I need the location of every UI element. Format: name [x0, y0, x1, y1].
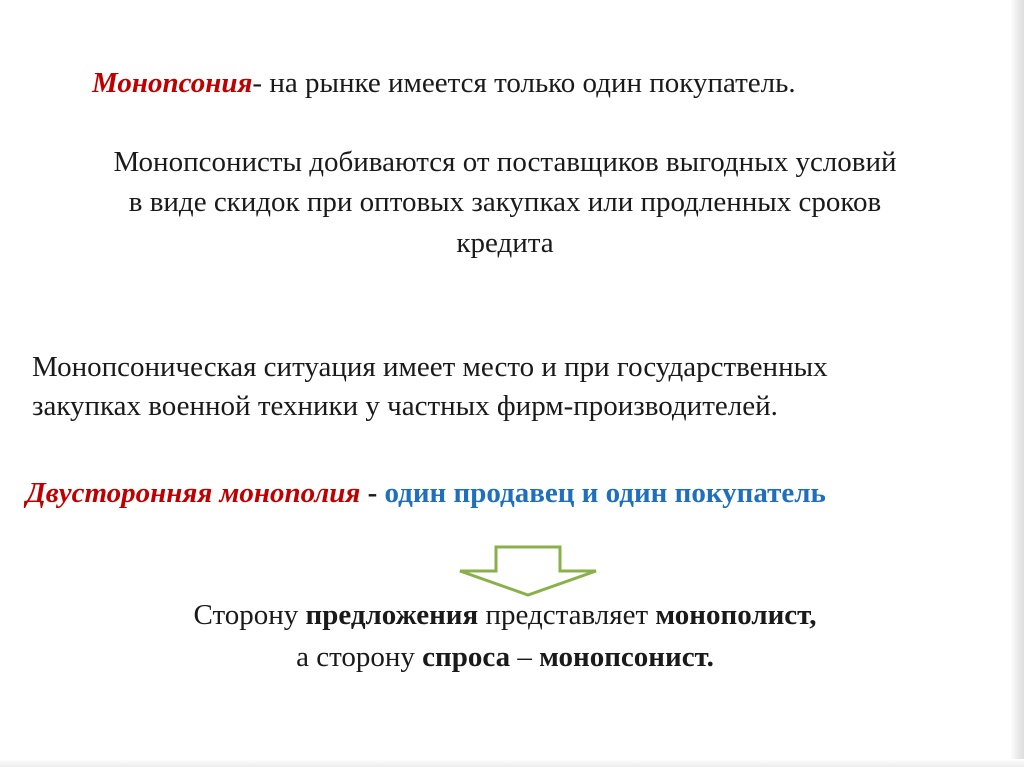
conclusion-text: представляет — [478, 599, 656, 631]
conclusion-line-2 — [0, 640, 1010, 674]
slide-bottom-shadow — [0, 759, 1024, 767]
monopsonists-line-1: Монопсонисты добиваются от поставщиков выгодных условий — [113, 146, 897, 178]
monopsony-term: Монопсония — [92, 67, 253, 99]
monopsonists-line-2: в виде скидок при оптовых закупках или продленных сроков — [128, 186, 882, 218]
monopsonist-term: монопсонист. — [539, 641, 714, 673]
conclusion-line-1 — [0, 598, 1010, 632]
monopolist-term: монополист, — [655, 599, 817, 631]
monopsony-definition — [92, 66, 796, 100]
down-arrow-outline-icon — [456, 545, 600, 597]
situation-line-1: Монопсоническая ситуация имеет место и при государственных — [32, 351, 828, 383]
bilateral-monopoly-desc: один продавец и один покупатель — [384, 477, 826, 509]
conclusion-text: Сторону — [193, 599, 306, 631]
monopsonists-line-3: кредита — [456, 227, 554, 259]
bilateral-monopoly — [26, 476, 826, 510]
conclusion-text: – — [510, 641, 540, 673]
demand-term: спроса — [422, 641, 511, 673]
supply-term: предложения — [305, 599, 479, 631]
conclusion-text: а сторону — [296, 641, 423, 673]
situation-line-2: закупках военной техники у частных фирм-производителей. — [32, 390, 778, 422]
slide-right-shadow — [1010, 0, 1024, 767]
bilateral-dash: - — [360, 477, 385, 509]
monopsony-definition-text: - на рынке имеется только один покупатель. — [252, 67, 796, 99]
bilateral-monopoly-term: Двусторонняя монополия — [26, 477, 361, 509]
